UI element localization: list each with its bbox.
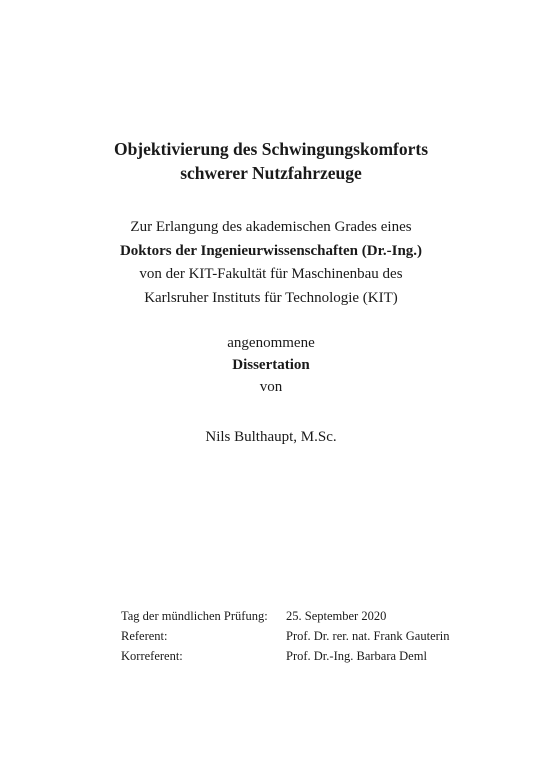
dissertation-line-2: Dissertation	[232, 357, 310, 373]
author-name: Nils Bulthaupt, M.Sc.	[205, 429, 337, 445]
exam-details	[121, 606, 450, 666]
dissertation-line-3: von	[259, 379, 283, 395]
degree-line-1: Zur Erlangung des akademischen Grades eines	[130, 219, 412, 235]
thesis-title	[0, 137, 542, 185]
thesis-title-line-2: schwerer Nutzfahrzeuge	[180, 163, 362, 183]
referent-value: Prof. Dr. rer. nat. Frank Gauterin	[286, 629, 450, 643]
degree-statement	[0, 216, 542, 310]
korreferent-label: Korreferent:	[121, 649, 183, 663]
exam-date-label: Tag der mündlichen Prüfung:	[121, 609, 268, 623]
referent-label: Referent:	[121, 629, 168, 643]
dissertation-line-1: angenommene	[227, 335, 315, 351]
exam-detail-row	[121, 626, 450, 646]
degree-line-2: Doktors der Ingenieurwissenschaften (Dr.-Ing.)	[119, 242, 423, 259]
thesis-title-line-1: Objektivierung des Schwingungskomforts	[113, 139, 429, 159]
exam-detail-row	[121, 606, 450, 626]
exam-detail-row	[121, 646, 450, 666]
degree-line-3: von der KIT-Fakultät für Maschinenbau des	[139, 266, 403, 282]
dissertation-statement	[0, 332, 542, 398]
exam-date-value: 25. September 2020	[286, 609, 387, 623]
degree-line-4: Karlsruher Instituts für Technologie (KIT)	[144, 289, 398, 306]
korreferent-value: Prof. Dr.-Ing. Barbara Deml	[286, 649, 427, 663]
